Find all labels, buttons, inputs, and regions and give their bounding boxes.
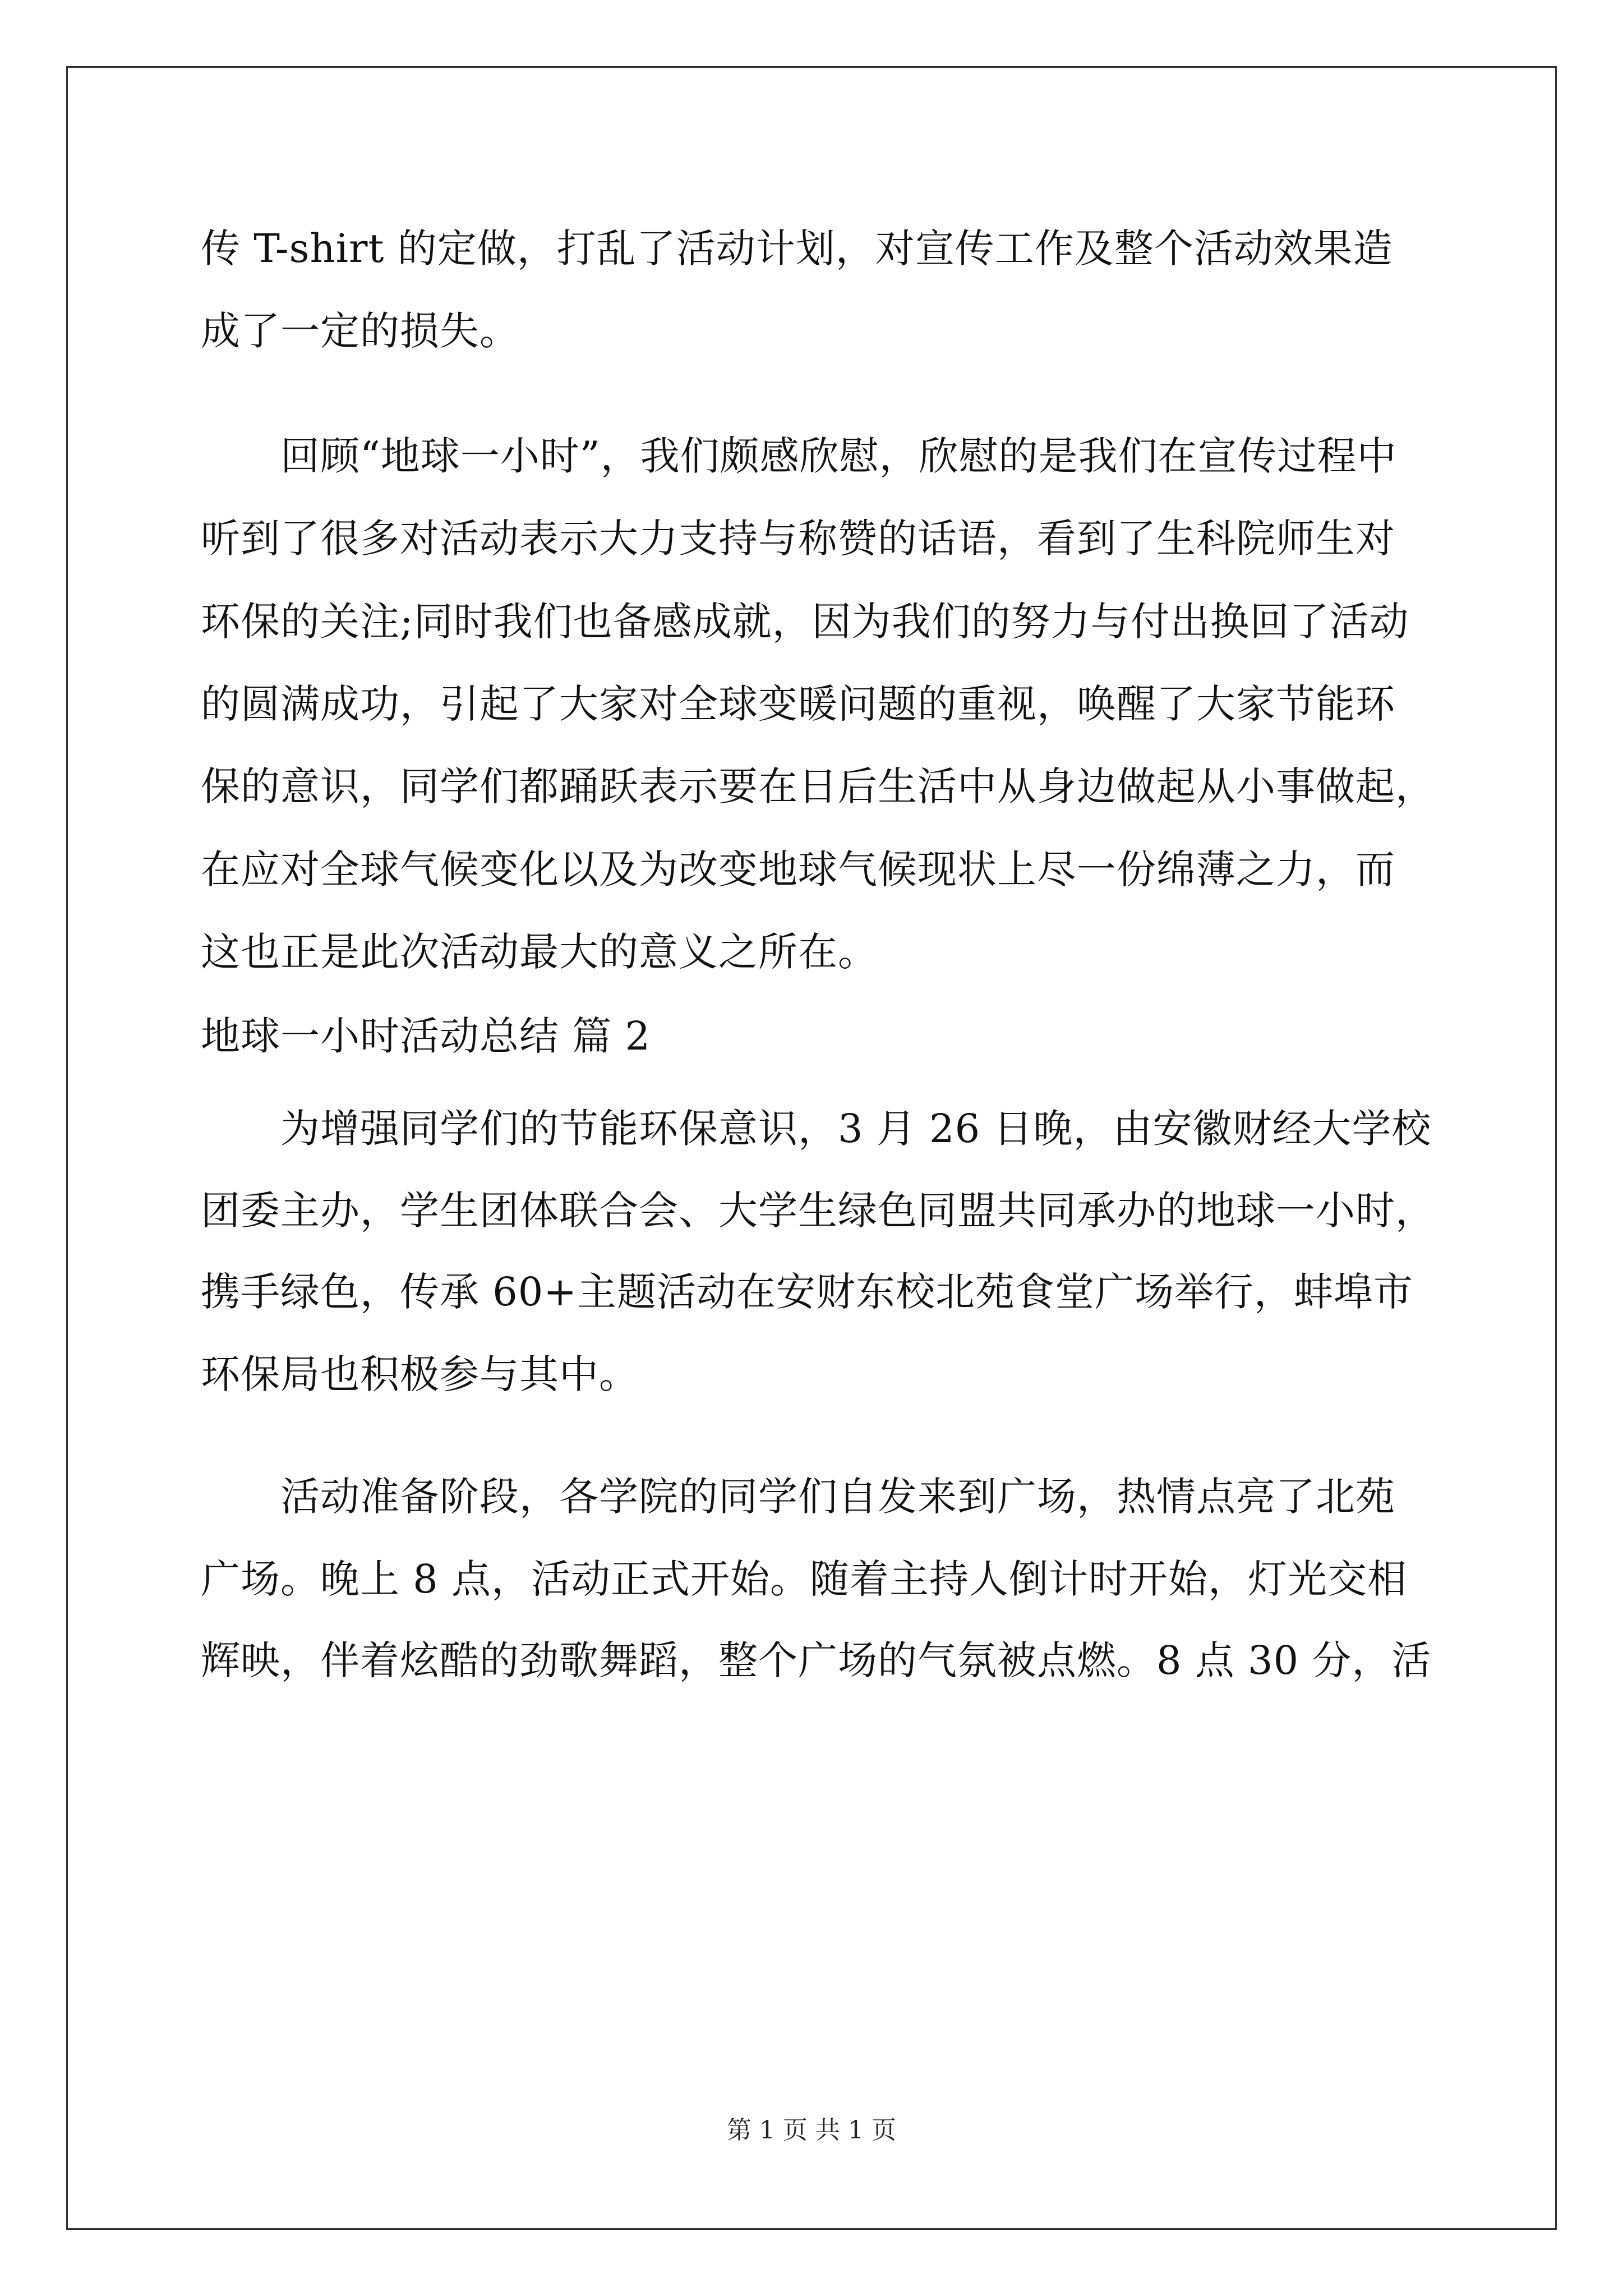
paragraph-line: 传 T-shirt 的定做，打乱了活动计划，对宣传工作及整个活动效果造 [201, 226, 1393, 272]
paragraph-line: 携手绿色，传承 60+主题活动在安财东校北苑食堂广场举行，蚌埠市 [201, 1269, 1413, 1315]
paragraph-line: 在应对全球气候变化以及为改变地球气候现状上尽一份绵薄之力，而 [201, 846, 1395, 892]
paragraph-line: 活动准备阶段，各学院的同学们自发来到广场，热情点亮了北苑 [280, 1474, 1395, 1520]
paragraph-line: 听到了很多对活动表示大力支持与称赞的话语，看到了生科院师生对 [201, 516, 1395, 562]
paragraph-line: 团委主办，学生团体联合会、大学生绿色同盟共同承办的地球一小时， [201, 1188, 1435, 1234]
paragraph-line: 环保的关注;同时我们也备感成就，因为我们的努力与付出换回了活动 [201, 599, 1409, 645]
paragraph-line: 辉映，伴着炫酷的劲歌舞蹈，整个广场的气氛被点燃。8 点 30 分，活 [201, 1637, 1432, 1683]
paragraph-line: 成了一定的损失。 [201, 308, 519, 354]
page-footer: 第 1 页 共 1 页 [727, 2116, 896, 2145]
paragraph-line: 环保局也积极参与其中。 [201, 1351, 639, 1397]
section-heading: 地球一小时活动总结 篇 2 [201, 1013, 651, 1059]
paragraph-line: 这也正是此次活动最大的意义之所在。 [201, 929, 878, 975]
paragraph-line: 广场。晚上 8 点，活动正式开始。随着主持人倒计时开始，灯光交相 [201, 1556, 1408, 1602]
paragraph-line: 回顾“地球一小时”，我们颇感欣慰，欣慰的是我们在宣传过程中 [280, 433, 1397, 479]
paragraph-line: 的圆满成功，引起了大家对全球变暖问题的重视，唤醒了大家节能环 [201, 681, 1395, 727]
paragraph-line: 为增强同学们的节能环保意识，3 月 26 日晚，由安徽财经大学校 [280, 1106, 1432, 1152]
paragraph-line: 保的意识，同学们都踊跃表示要在日后生活中从身边做起从小事做起， [201, 763, 1435, 809]
